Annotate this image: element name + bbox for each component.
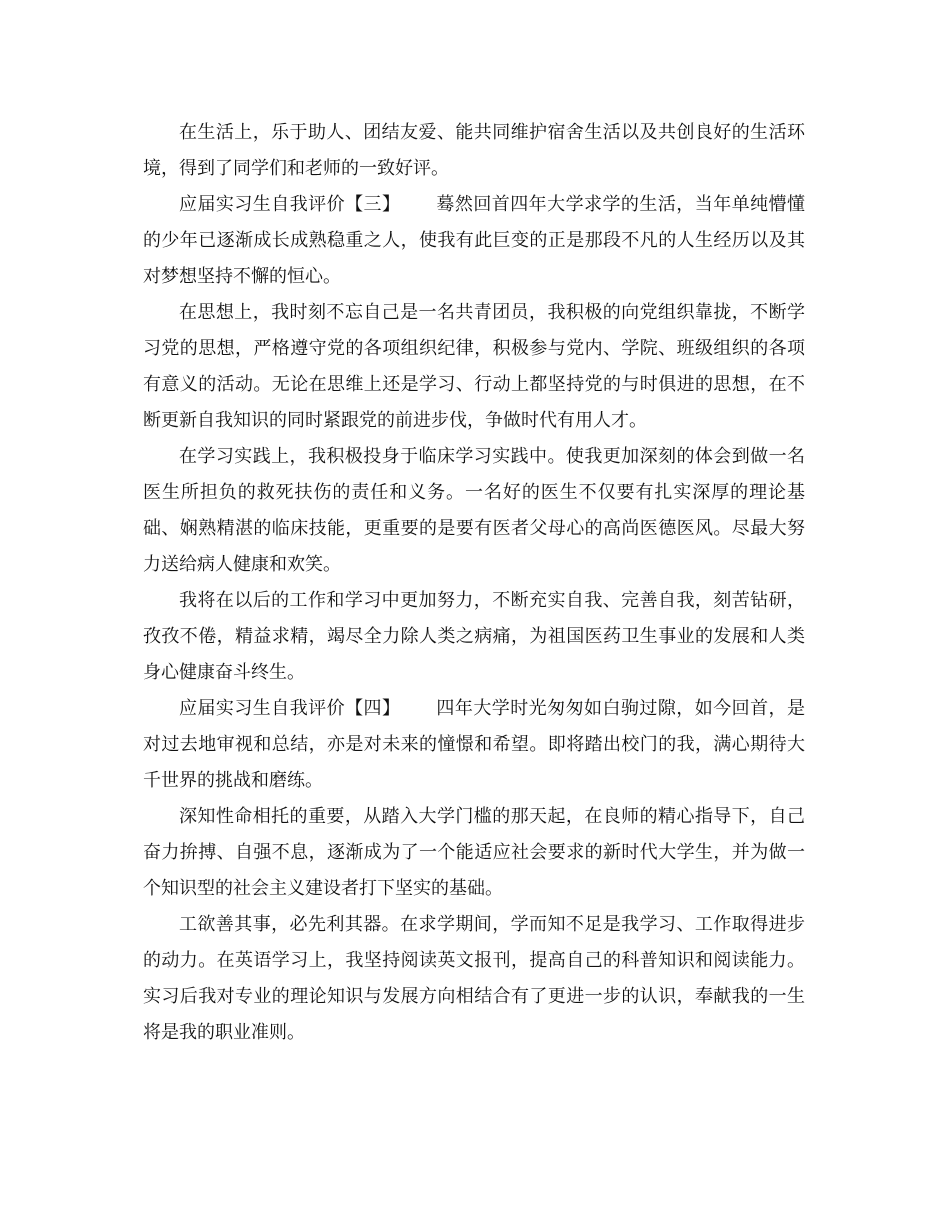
paragraph-text: 在思想上，我时刻不忘自己是一名共青团员，我积极的向党组织靠拢，不断学习党的思想，严格遵守党的各项组织纪律，积极参与党内、学院、班级组织的各项有意义的活动。无论在思维上还是学习、行动上都坚持党的与时俱进的思想，在不断更新自我知识的同时紧跟党的前进步伐，争做时代有用人才。	[143, 302, 805, 431]
paragraph-section-four	[143, 691, 805, 799]
paragraph-text: 我将在以后的工作和学习中更加努力，不断充实自我、完善自我，刻苦钻研，孜孜不倦，精益求精，竭尽全力除人类之病痛，为祖国医药卫生事业的发展和人类身心健康奋斗终生。	[143, 590, 805, 683]
paragraph-text: 在生活上，乐于助人、团结友爱、能共同维护宿舍生活以及共创良好的生活环境，得到了同学们和老师的一致好评。	[143, 122, 805, 179]
document-body	[143, 115, 805, 1051]
paragraph-text: 工欲善其事，必先利其器。在求学期间，学而知不足是我学习、工作取得进步的动力。在英语学习上，我坚持阅读英文报刊，提高自己的科普知识和阅读能力。实习后我对专业的理论知识与发展方向相结合有了更进一步的认识，奉献我的一生将是我的职业准则。	[143, 914, 805, 1043]
paragraph-future-work	[143, 583, 805, 691]
paragraph-practice	[143, 439, 805, 583]
section-heading-four: 应届实习生自我评价【四】	[179, 698, 401, 719]
paragraph-text: 深知性命相托的重要，从踏入大学门槛的那天起，在良师的精心指导下，自己奋力拚搏、自强不息，逐渐成为了一个能适应社会要求的新时代大学生，并为做一个知识型的社会主义建设者打下坚实的基础。	[143, 806, 805, 899]
paragraph-ideology	[143, 295, 805, 439]
paragraph-living	[143, 115, 805, 187]
paragraph-study	[143, 907, 805, 1051]
paragraph-text: 四年大学时光匆匆如白驹过隙，如今回首，是对过去地审视和总结，亦是对未来的憧憬和希望。即将踏出校门的我，满心期待大千世界的挑战和磨练。	[143, 698, 806, 791]
paragraph-text: 在学习实践上，我积极投身于临床学习实践中。使我更加深刻的体会到做一名医生所担负的救死扶伤的责任和义务。一名好的医生不仅要有扎实深厚的理论基础、娴熟精湛的临床技能，更重要的是要有医者父母心的高尚医德医风。尽最大努力送给病人健康和欢笑。	[143, 446, 805, 575]
paragraph-responsibility	[143, 799, 805, 907]
paragraph-text: 蓦然回首四年大学求学的生活，当年单纯懵懂的少年已逐渐成长成熟稳重之人，使我有此巨变的正是那段不凡的人生经历以及其对梦想坚持不懈的恒心。	[143, 194, 806, 287]
section-heading-three: 应届实习生自我评价【三】	[179, 194, 401, 215]
paragraph-section-three	[143, 187, 805, 295]
